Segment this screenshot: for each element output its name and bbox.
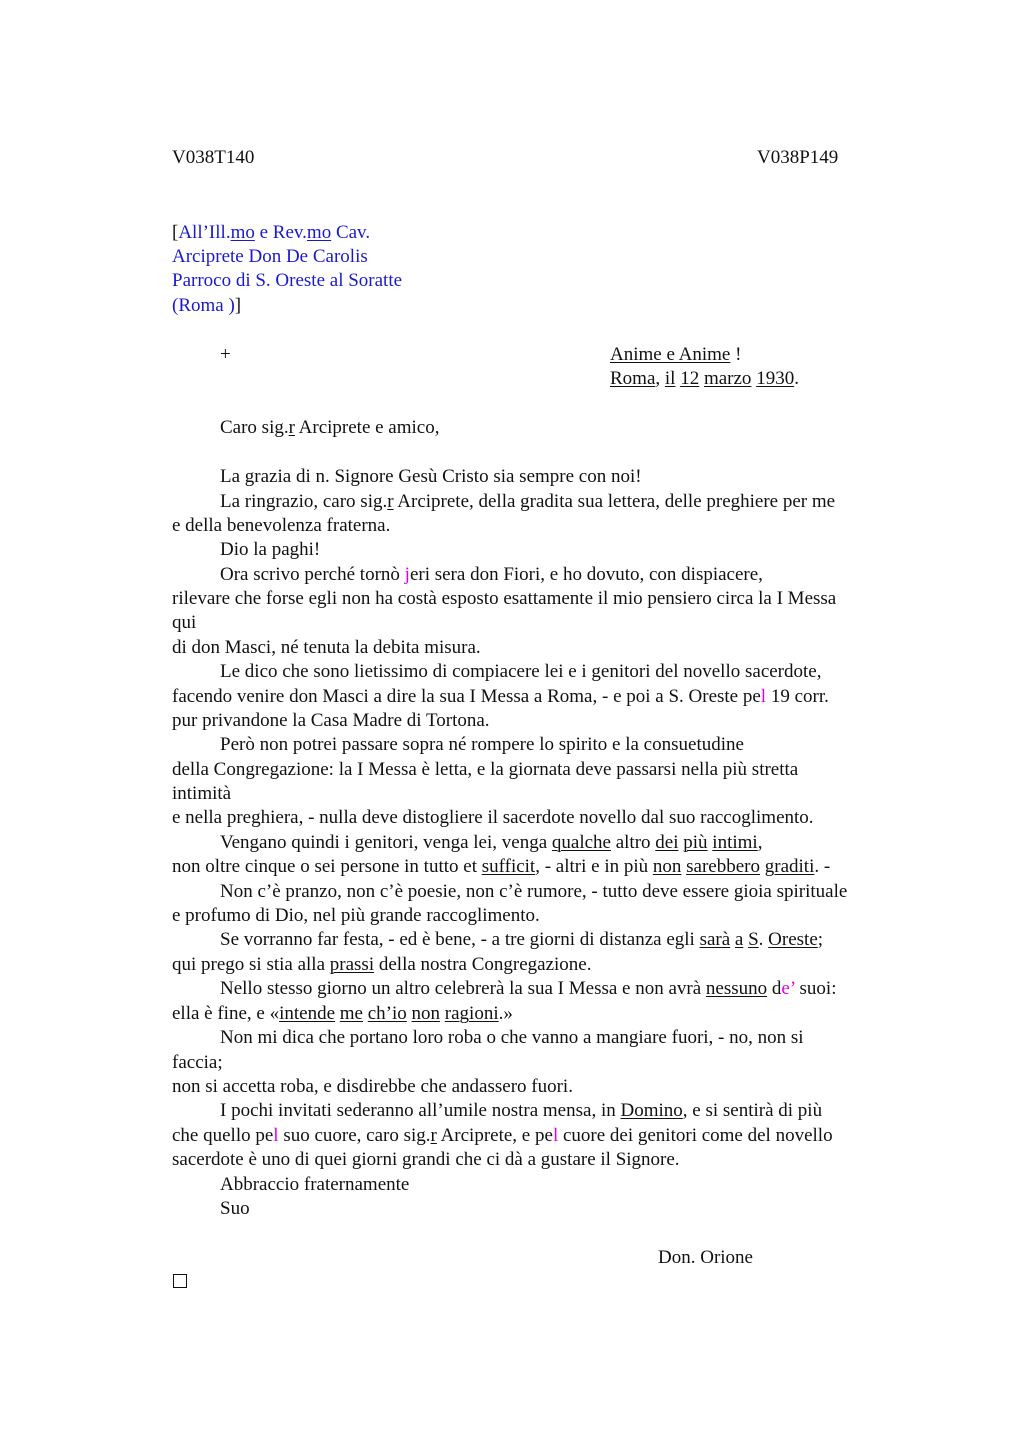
body-line: Dio la paghi! (220, 539, 321, 560)
address-line-2: Arciprete Don De Carolis (172, 246, 368, 267)
body-line: ella è fine, e «intende me ch’io non ragioni.» (172, 1003, 513, 1024)
body-line: e della benevolenza fraterna. (172, 515, 391, 536)
body-line: Non mi dica che portano loro roba o che vanno a mangiare fuori, - no, non si (220, 1027, 804, 1048)
square-outline-icon (173, 1274, 187, 1288)
body-line: qui (172, 612, 197, 633)
address-line-3: Parroco di S. Oreste al Soratte (172, 270, 403, 291)
signature: Don. Orione (658, 1247, 753, 1268)
motto: Anime e Anime ! (610, 344, 742, 365)
body-line: che quello pel suo cuore, caro sig.r Arciprete, e pel cuore dei genitori come del novello (172, 1125, 833, 1146)
body-line: La grazia di n. Signore Gesù Cristo sia sempre con noi! (220, 466, 642, 487)
body-line: qui prego si stia alla prassi della nostra Congregazione. (172, 954, 592, 975)
body-line: Ora scrivo perché tornò jeri sera don Fiori, e ho dovuto, con dispiacere, (220, 564, 763, 585)
body-line: pur privandone la Casa Madre di Tortona. (172, 710, 490, 731)
body-line: Le dico che sono lietissimo di compiacere lei e i genitori del novello sacerdote, (220, 661, 822, 682)
body-line: Se vorranno far festa, - ed è bene, - a tre giorni di distanza egli sarà a S. Oreste; (220, 929, 824, 950)
body-line: Però non potrei passare sopra né rompere lo spirito e la consuetudine (220, 734, 744, 755)
salutation: Caro sig.r Arciprete e amico, (220, 417, 440, 438)
body-line: faccia; (172, 1052, 223, 1073)
body-line: e nella preghiera, - nulla deve distogliere il sacerdote novello dal suo raccoglimento. (172, 807, 814, 828)
document-code-left: V038T140 (172, 147, 255, 168)
cross-mark: + (220, 344, 231, 365)
body-line: Non c’è pranzo, non c’è poesie, non c’è rumore, - tutto deve essere gioia spirituale (220, 881, 848, 902)
closing-line: Abbraccio fraternamente (220, 1174, 410, 1195)
body-line: non oltre cinque o sei persone in tutto et sufficit, - altri e in più non sarebbero graditi. - (172, 856, 831, 877)
body-line: rilevare che forse egli non ha costà esposto esattamente il mio pensiero circa la I Messa (172, 588, 837, 609)
body-line: La ringrazio, caro sig.r Arciprete, della gradita sua lettera, delle preghiere per me (220, 491, 836, 512)
body-line: di don Masci, né tenuta la debita misura. (172, 637, 481, 658)
body-line: intimità (172, 783, 232, 804)
body-line: Vengano quindi i genitori, venga lei, venga qualche altro dei più intimi, (220, 832, 763, 853)
document-code-right: V038P149 (757, 147, 839, 168)
body-line: sacerdote è uno di quei giorni grandi che ci dà a gustare il Signore. (172, 1149, 680, 1170)
body-line: della Congregazione: la I Messa è letta, e la giornata deve passarsi nella più stretta (172, 759, 799, 780)
address-line-1: [All’Ill.mo e Rev.mo Cav. (172, 222, 371, 243)
letter-date: Roma, il 12 marzo 1930. (610, 368, 799, 389)
body-line: I pochi invitati sederanno all’umile nostra mensa, in Domino, e si sentirà di più (220, 1100, 823, 1121)
body-line: e profumo di Dio, nel più grande raccoglimento. (172, 905, 540, 926)
body-line: facendo venire don Masci a dire la sua I Messa a Roma, - e poi a S. Oreste pel 19 corr. (172, 686, 829, 707)
body-line: Nello stesso giorno un altro celebrerà la sua I Messa e non avrà nessuno de’ suoi: (220, 978, 837, 999)
address-line-4: (Roma )] (172, 295, 242, 316)
closing-line: Suo (220, 1198, 250, 1219)
body-line: non si accetta roba, e disdirebbe che andassero fuori. (172, 1076, 573, 1097)
